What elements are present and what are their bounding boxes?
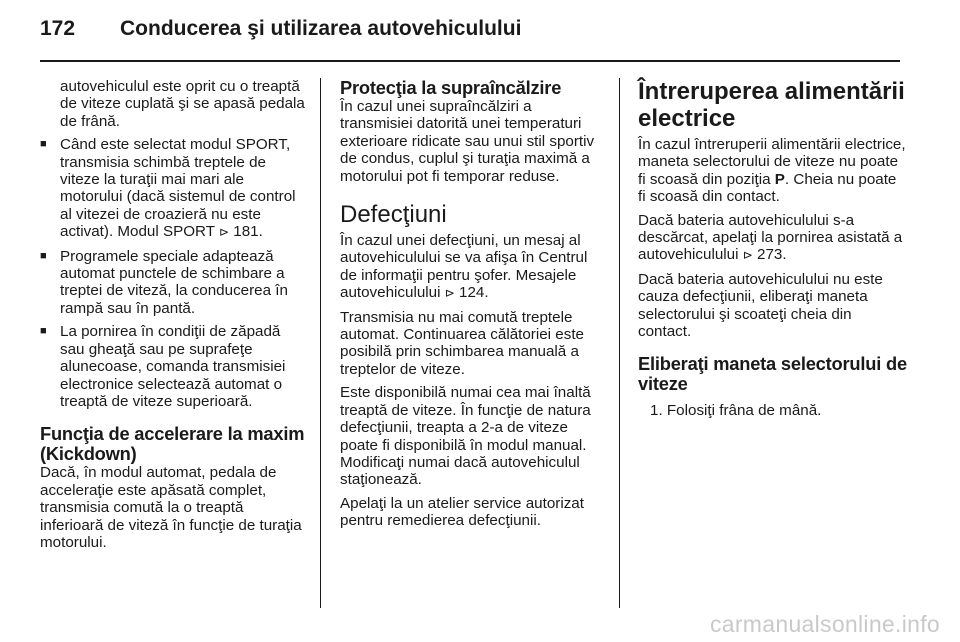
page-title: Conducerea şi utilizarea autovehiculului [120,17,522,40]
release-lever-heading: Eliberaţi maneta selectorului de viteze [638,353,907,395]
kickdown-heading: Funcţia de accelerare la maxim (Kickdown) [40,423,305,465]
power-text: Dacă bateria autovehiculului s-a descărcat, apelaţi la pornirea asistată a autovehiculului [638,211,903,264]
faults-paragraph [340,232,606,303]
steps-list [638,402,908,419]
bullet-list [40,136,308,410]
power-interruption-heading: Întreruperea alimentării electrice [638,78,905,132]
page-number: 172 [40,17,76,40]
continuation-text: autovehiculul este oprit cu o treaptă de viteze cuplată şi se apasă pedala de frână. [60,78,305,130]
page-reference: 124. [459,284,489,302]
faults-heading: Defecţiuni [340,201,447,229]
list-item [40,136,308,241]
column-middle [340,78,606,536]
cross-reference-arrow-icon: ⊳ [444,286,455,301]
faults-paragraph: Este disponibilă numai cea mai înaltă treaptă de viteze. În funcţie de natura defecţiunii, treapta a 2-a de viteze poate fi disponibilă în modul manual. Modificaţi numai dacă autovehiculul staţionează. [340,384,591,489]
watermark: carmanualsonline.info [709,611,940,637]
faults-text: În cazul unei defecţiuni, un mesaj al autovehiculului se va afişa în Centrul de informaţii pentru şofer. Mesajele autovehiculului [340,232,588,302]
power-paragraph [638,212,908,265]
page-header [0,0,960,62]
faults-paragraph: Apelaţi la un atelier service autorizat pentru remedierea defecţiunii. [340,494,584,530]
column-divider [320,78,321,608]
header-rule [40,60,900,62]
power-text: În cazul întreruperii alimentării electrice, maneta selectorului de viteze nu poate fi scoasă din poziţia [638,136,906,188]
list-item [638,402,908,419]
position-letter: P [774,170,785,188]
cross-reference-arrow-icon: ⊳ [218,225,230,240]
list-item-text: Programele speciale adaptează automat punctele de schimbare a treptei de viteză, la conducerea în rampă sau în pantă. [60,247,288,317]
column-right [638,78,908,420]
list-item-text: Când este selectat modul SPORT, transmisia schimbă treptele de viteze la turaţii mai mari ale motorului (dacă sistemul de control al vitezei de croazieră nu este activat). Modul SPORT [60,136,296,241]
column-divider [619,78,620,608]
power-paragraph: Dacă bateria autovehiculului nu este cauza defecţiunii, eliberaţi maneta selectorului şi scoateţi cheia din contact. [638,270,883,341]
cross-reference-arrow-icon: ⊳ [742,248,753,263]
list-item [40,323,308,410]
list-item-text: La pornirea în condiţii de zăpadă sau gheaţă sau pe suprafeţe alunecoase, comanda transmisiei electronice selectează automat o treaptă de viteze superioară. [60,323,286,410]
step-number: 1. [650,402,663,420]
page-reference: 181. [233,223,263,241]
power-paragraph [638,136,908,206]
step-text: Folosiţi frâna de mână. [666,402,822,420]
overheat-heading: Protecţia la supraîncălzire [340,77,562,98]
power-text: . Cheia nu poate fi scoasă din contact. [638,170,897,206]
page-reference: 273. [757,246,787,264]
overheat-text: În cazul unei supraîncălziri a transmisiei datorită unei temperaturi exterioare ridicate sau unui stil sportiv de condus, cuplul şi turaţia maximă a motorului pot fi temporar reduse. [340,98,595,185]
faults-paragraph: Transmisia nu mai comută treptele automat. Continuarea călătoriei este posibilă prin schimbarea manuală a treptelor de viteze. [340,308,584,378]
kickdown-text: Dacă, în modul automat, pedala de acceleraţie este apăsată complet, transmisia comută la o treaptă inferioară de viteză în funcţie de turaţia motorului. [40,464,302,551]
column-left [40,78,308,557]
list-item [40,248,308,318]
